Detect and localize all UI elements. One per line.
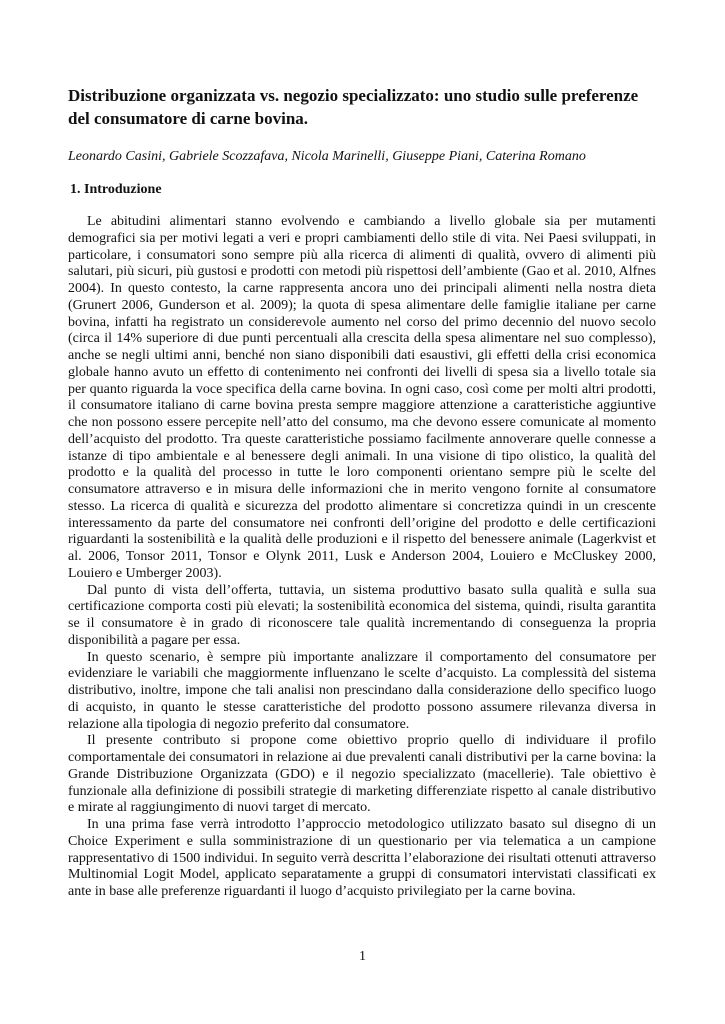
paragraph-3: In questo scenario, è sempre più importante analizzare il comportamento del consumatore per evidenziare le variabili che maggiormente influenzano le scelte d’acquisto. La complessità del sistema distributivo, inoltre, impone che tali analisi non prescindano dalla considerazione dello specifico luogo di acquisto, in quanto le stesse caratteristiche del prodotto possono assumere rilevanza diversa in relazione alla tipologia di negozio preferito dal consumatore.: [68, 649, 656, 732]
paper-title: Distribuzione organizzata vs. negozio specializzato: uno studio sulle preferenze del consumatore di carne bovina.: [68, 86, 639, 128]
section-heading: 1. Introduzione: [70, 182, 162, 197]
paragraph-2: Dal punto di vista dell’offerta, tuttavia, un sistema produttivo basato sulla qualità e sulla sua certificazione comporta costi più elevati; la sostenibilità economica del sistema, quindi, risulta garantita se il consumatore è in grado di riconoscere tale qualità incrementando di conseguenza la propria disponibilità a pagare per essa.: [68, 582, 656, 648]
paragraph-5: In una prima fase verrà introdotto l’approccio metodologico utilizzato basato sul disegno di un Choice Experiment e sulla somministrazione di un questionario per via telematica a un campione rappresentativo di 1500 individui. In seguito verrà descritta l’elaborazione dei risultati ottenuti attraverso Multinomial Logit Model, applicato separatamente a gruppi di consumatori intervistati classificati ex ante in base alle preferenze riguardanti il luogo d’acquisto privilegiato per la carne bovina.: [68, 817, 656, 899]
section-body: [68, 214, 656, 901]
author-list: Leonardo Casini, Gabriele Scozzafava, Nicola Marinelli, Giuseppe Piani, Caterina Romano: [68, 149, 586, 164]
paragraph-1: Le abitudini alimentari stanno evolvendo e cambiando a livello globale sia per mutamenti demografici sia per motivi legati a veri e propri cambiamenti dello stile di vita. Nei Paesi sviluppati, in particolare, i consumatori sono sempre più alla ricerca di alimenti di qualità, ovvero di alimenti più salutari, più sicuri, più gustosi e prodotti con metodi più rispettosi dell’ambiente (Gao et al. 2010, Alfnes 2004). In questo contesto, la carne rappresenta ancora uno dei principali alimenti nella nostra dieta (Grunert 2006, Gunderson et al. 2009); la quota di spesa alimentare delle famiglie italiane per carne bovina, infatti ha registrato un considerevole aumento nel corso del primo decennio del nuovo secolo (circa il 14% superiore di due punti percentuali alla crescita della spesa alimentare nel suo complesso), anche se negli ultimi anni, benché non siano disponibili dati esaustivi, gli effetti della crisi economica globale hanno avuto un effetto di contenimento nei confronti dei livelli di spesa sia a livello totale sia per quanto riguarda la voce specifica della carne bovina. In ogni caso, così come per molti altri prodotti, il consumatore italiano di carne bovina presta sempre maggiore attenzione a caratteristiche aggiuntive che non possono essere percepite nell’atto del consumo, ma che devono essere comunicate al momento dell’acquisto del prodotto. Tra queste caratteristiche possiamo facilmente annoverare quelle connesse a istanze di tipo ambientale e al benessere degli animali. In una visione di tipo olistico, la qualità del prodotto e la qualità del processo in tutte le loro componenti orientano sempre più le scelte del consumatore attraverso e in misura delle informazioni che in merito vengono fornite al consumatore stesso. La ricerca di qualità e sicurezza del prodotto alimentare si concretizza quindi in un crescente interessamento da parte del consumatore nei confronti dell’origine del prodotto e delle certificazioni riguardanti la sostenibilità e la qualità delle produzioni e il rispetto del benessere animale (Lagerkvist et al. 2006, Tonsor 2011, Tonsor e Olynk 2011, Lusk e Anderson 2004, Louiero e McCluskey 2000, Louiero e Umberger 2003).: [68, 214, 656, 581]
paragraph-4: Il presente contributo si propone come obiettivo proprio quello di individuare il profilo comportamentale dei consumatori in relazione ai due prevalenti canali distributivi per la carne bovina: la Grande Distribuzione Organizzata (GDO) e il negozio specializzato (macellerie). Tale obiettivo è funzionale alla definizione di possibili strategie di marketing differenziate rispetto al canale distributivo e mirate al raggiungimento di nuovi target di mercato.: [68, 733, 656, 816]
document-page: [68, 84, 656, 901]
page-number: 1: [359, 949, 366, 964]
